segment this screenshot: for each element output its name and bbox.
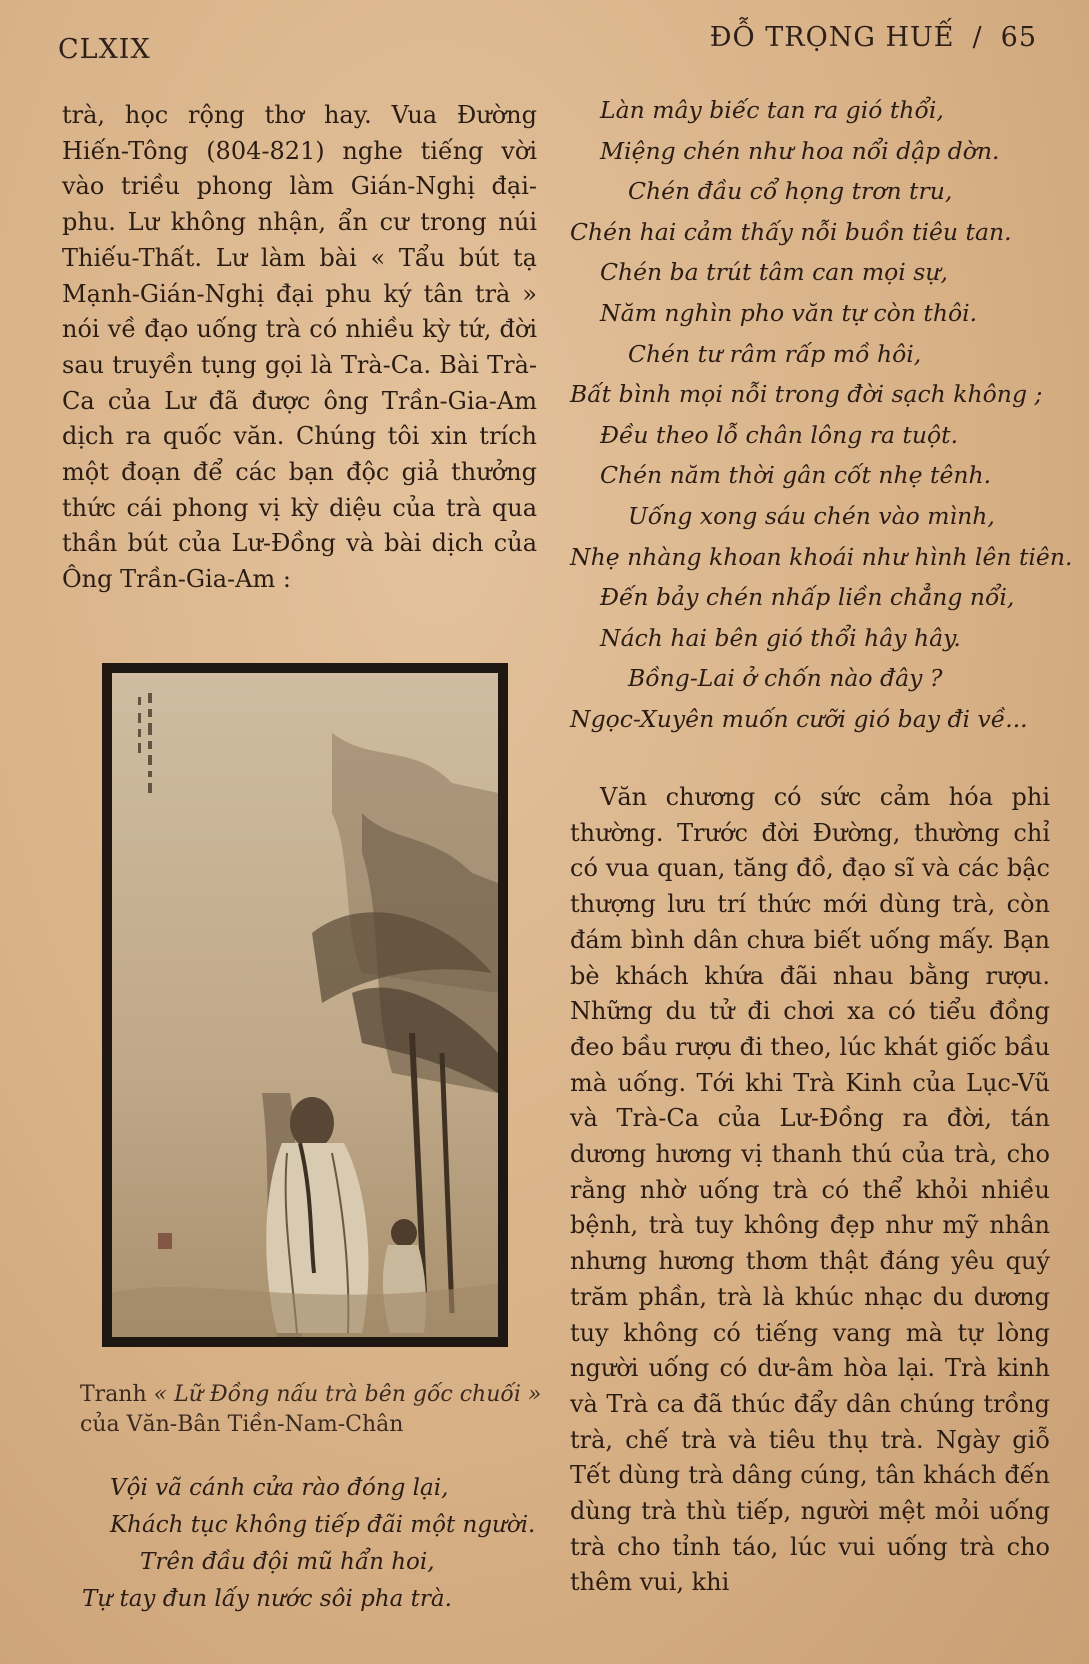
poem-line: Chén đầu cổ họng trơn tru,	[628, 177, 953, 206]
caption-suffix: của Văn-Bân Tiền-Nam-Chân	[80, 1412, 404, 1437]
poem-line: Bất bình mọi nỗi trong đời sạch không ;	[570, 380, 1043, 409]
right-prose-paragraph: Văn chương có sức cảm hóa phi thường. Trước đời Đường, thường chỉ có vua quan, tăng đồ, đạo sĩ và các bậc thượng lưu trí thức mới dùng trà, còn đám bình dân chưa biết uống mấy. Bạn bè khách khứa đãi nhau bằng rượu. Những du tử đi chơi xa có tiểu đồng đeo bầu rượu đi theo, lúc khát giốc bầu mà uống. Tới khi Trà Kinh của Lục-Vũ và Trà-Ca của Lư-Đồng ra đời, tán dương hương vị thanh thú của trà, cho rằng nhờ uống trà có thể khỏi nhiều bệnh, trà tuy không đẹp như mỹ nhân nhưng hương thơm thật đáng yêu quý trăm phần, trà là khúc nhạc du dương tuy không có tiếng vang mà tự lòng người uống có dư-âm hòa lại. Trà kinh và Trà ca đã thúc đẩy dân chúng trồng trà, chế trà và tiêu thụ trà. Ngày giỗ Tết dùng trà dâng cúng, tân khách đến dùng trà thù tiếp, người mệt mỏi uống trà cho tỉnh táo, lúc vui uống trà cho thêm vui, khi	[570, 783, 1050, 1597]
painting-illustration	[112, 673, 498, 1337]
caption-prefix: Tranh	[80, 1382, 154, 1407]
running-header	[710, 22, 1037, 53]
poem-line: Chén hai cảm thấy nỗi buồn tiêu tan.	[570, 217, 1012, 246]
poem-line: Chén năm thời gân cốt nhẹ tênh.	[600, 461, 992, 490]
running-title: ĐỖ TRỌNG HUẾ	[709, 22, 955, 53]
chapter-numeral: CLXIX	[58, 34, 151, 65]
poem-line: Miệng chén như hoa nổi dập dờn.	[600, 136, 1000, 165]
header-separator: /	[972, 22, 983, 53]
poem-line: Tự tay đun lấy nước sôi pha trà.	[82, 1586, 452, 1612]
poem-line: Chén ba trút tâm can mọi sự,	[600, 258, 948, 287]
poem-line: Khách tục không tiếp đãi một người.	[110, 1512, 536, 1538]
poem-left	[82, 1470, 552, 1618]
left-prose-paragraph: trà, học rộng thơ hay. Vua Đường Hiến-Tông (804-821) nghe tiếng vời vào triều phong làm Gián-Nghị đại-phu. Lư không nhận, ẩn cư trong núi Thiếu-Thất. Lư làm bài « Tẩu bút tạ Mạnh-Gián-Nghị đại phu ký tân trà » nói về đạo uống trà có nhiều kỳ tứ, đời sau truyền tụng gọi là Trà-Ca. Bài Trà-Ca của Lư đã được ông Trần-Gia-Am dịch ra quốc văn. Chúng tôi xin trích một đoạn để các bạn độc giả thưởng thức cái phong vị kỳ diệu của trà qua thần bút của Lư-Đồng và bài dịch của Ông Trần-Gia-Am :	[62, 101, 537, 594]
poem-line: Năm nghìn pho văn tự còn thôi.	[600, 298, 978, 327]
page-number: 65	[1000, 22, 1037, 53]
poem-right	[570, 90, 1073, 740]
painting-figure	[102, 663, 508, 1347]
poem-line: Uống xong sáu chén vào mình,	[628, 501, 995, 530]
caption-title: « Lữ Đồng nấu trà bên gốc chuối »	[153, 1382, 542, 1407]
poem-line: Đều theo lỗ chân lông ra tuột.	[600, 420, 959, 449]
painting-image	[112, 673, 498, 1337]
poem-line: Bồng-Lai ở chốn nào đây ?	[628, 664, 943, 693]
poem-line: Chén tư râm rấp mồ hôi,	[628, 339, 922, 368]
poem-line: Vội vã cánh cửa rào đóng lại,	[110, 1475, 449, 1501]
poem-line: Trên đầu đội mũ hẩn hoi,	[140, 1549, 435, 1575]
left-column-prose	[62, 98, 537, 598]
figure-caption	[80, 1380, 550, 1440]
poem-line: Làn mây biếc tan ra gió thổi,	[600, 96, 944, 124]
poem-line: Đến bảy chén nhấp liền chẳng nổi,	[600, 583, 1015, 612]
poem-line: Ngọc-Xuyên muốn cưỡi gió bay đi về...	[570, 704, 1028, 733]
poem-line: Nách hai bên gió thổi hây hây.	[600, 623, 961, 652]
poem-line: Nhẹ nhàng khoan khoái như hình lên tiên.	[570, 542, 1073, 571]
right-column-prose	[570, 780, 1050, 1601]
